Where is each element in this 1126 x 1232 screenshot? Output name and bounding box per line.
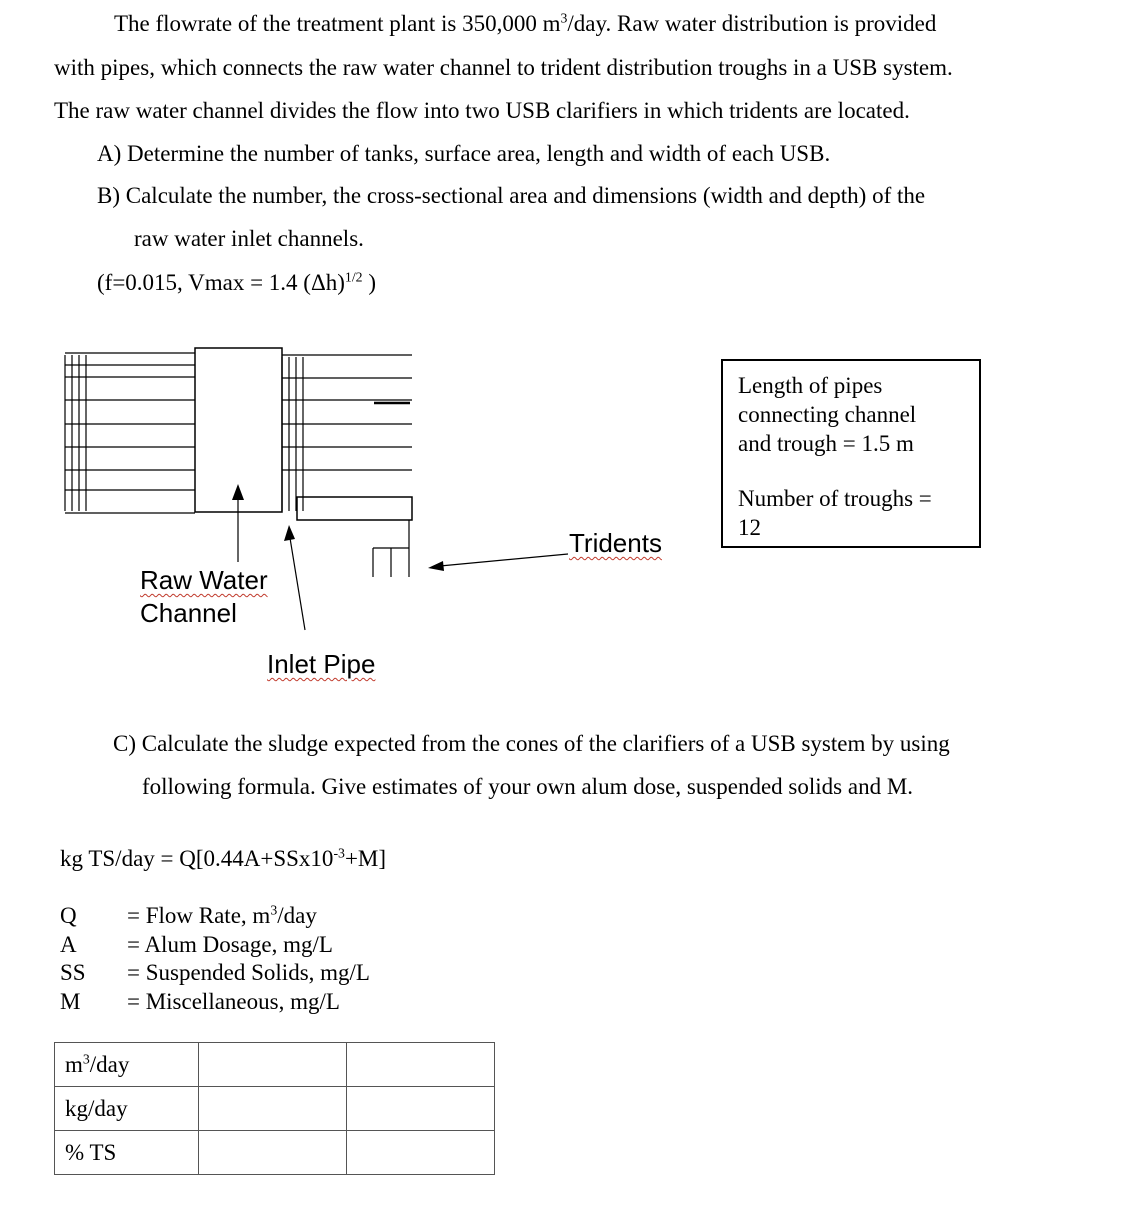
intro-line-1: The flowrate of the treatment plant is 350,000 $m^3$/day. Raw water distribution is provided [114, 10, 937, 36]
definitions [60, 902, 370, 1016]
table-row-label: kg/day [55, 1087, 199, 1131]
sludge-formula: kg $TS/day = Q[0.44A+SSx10^{-3}+M]$ [60, 845, 387, 871]
right-settler-lines [282, 355, 412, 511]
table-cell[interactable] [199, 1043, 347, 1087]
question-c-line-1: C) Calculate the sludge expected from the cones of the clarifiers of a USB system by using [113, 731, 950, 756]
distribution-trough [297, 497, 412, 520]
given-values: (f=0.015, Vmax = 1.4 $(\Delta h)^{1/2}$ ) [97, 269, 376, 295]
table-row [55, 1043, 495, 1087]
table-cell[interactable] [199, 1131, 347, 1175]
question-a: A) Determine the number of tanks, surface area, length and width of each USB. [97, 141, 831, 166]
question-b-line-1: B) Calculate the number, the cross-sectional area and dimensions (width and depth) of the [97, 183, 926, 208]
arrow-up-icon [232, 484, 244, 500]
table-cell[interactable] [199, 1087, 347, 1131]
table-row [55, 1087, 495, 1131]
table-row-label: $m^3$/day [55, 1043, 199, 1087]
question-c-line-2: following formula. Give estimates of your own alum dose, suspended solids and M. [142, 774, 914, 799]
trident [373, 520, 409, 577]
info-box [721, 359, 981, 548]
results-table [54, 1042, 495, 1175]
arrow-up-icon [284, 525, 295, 541]
tridents-pointer [440, 554, 568, 566]
label-tridents: Tridents [569, 528, 662, 558]
troughs-line-1: Number of troughs = [738, 486, 932, 511]
left-settler-lines [65, 353, 195, 513]
table-cell[interactable] [347, 1043, 495, 1087]
table-cell[interactable] [347, 1131, 495, 1175]
info-line-1: Length of pipes [738, 373, 883, 398]
definition-row: SS = Suspended Solids, mg/L [60, 960, 370, 985]
info-line-3: and trough = 1.5 m [738, 431, 914, 456]
label-inlet-pipe: Inlet Pipe [267, 649, 376, 679]
table-row-label: % TS [55, 1131, 199, 1175]
troughs-line-2: 12 [738, 515, 761, 540]
definition-row: Q = Flow Rate, $m^3$/day [60, 902, 317, 928]
question-b-line-2: raw water inlet channels. [134, 226, 364, 251]
definition-row: M = Miscellaneous, mg/L [60, 988, 340, 1014]
definition-row: A = Alum Dosage, mg/L [60, 931, 333, 957]
label-raw-water: Raw Water [140, 565, 268, 595]
intro-line-3: The raw water channel divides the flow into two USB clarifiers in which tridents are located. [54, 98, 910, 123]
intro-line-2: with pipes, which connects the raw water channel to trident distribution troughs in a USB system. [54, 55, 953, 80]
table-cell[interactable] [347, 1087, 495, 1131]
label-channel: Channel [140, 598, 237, 628]
arrow-left-icon [428, 561, 444, 571]
table-row [55, 1131, 495, 1175]
inlet-pipe-pointer [290, 538, 305, 630]
info-line-2: connecting channel [738, 402, 917, 427]
